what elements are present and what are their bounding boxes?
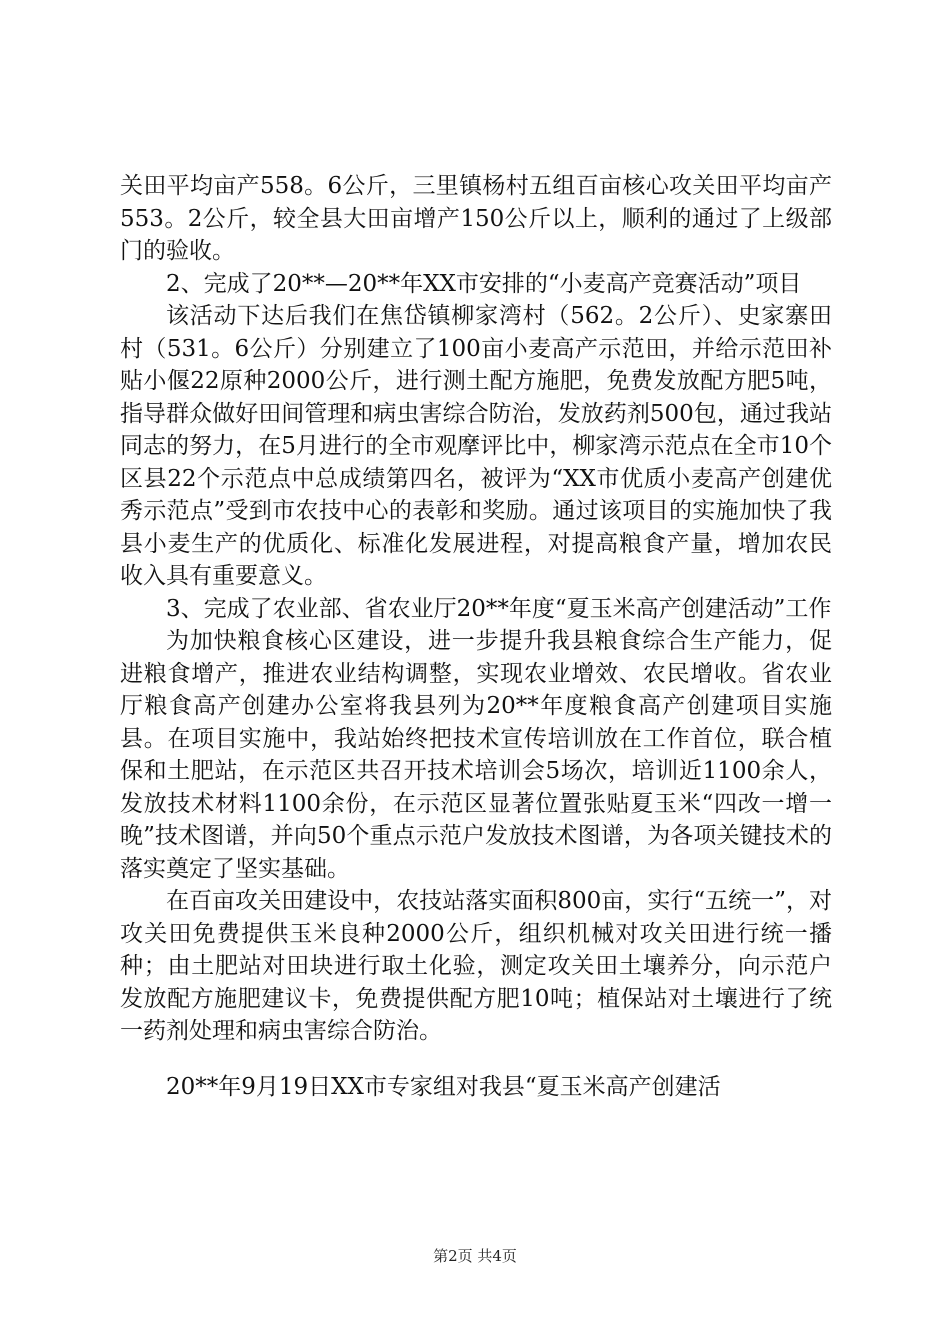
heading-item-3: 3、完成了农业部、省农业厅20**年度“夏玉米高产创建活动”工作 [166, 595, 832, 622]
heading-item-2: 2、完成了20**—20**年XX市安排的“小麦高产竞赛活动”项目 [166, 270, 802, 297]
paragraph-corn-training: 为加快粮食核心区建设，进一步提升我县粮食综合生产能力，促进粮食增产，推进农业结构调整，实现农业增效、农民增收。省农业厅粮食高产创建办公室将我县列为20**年度粮食高产创建项目实施县。在项目实施中，我站始终把技术宣传培训放在工作首位，联合植保和土肥站，在示范区共召开技术培训会5场次，培训近1100余人，发放技术材料1100余份，在示范区显著位置张贴夏玉米“四改一增一晚”技术图谱，并向50个重点示范户发放技术图谱，为各项关键技术的落实奠定了坚实基础。 [120, 628, 832, 882]
paragraph-demo-field: 在百亩攻关田建设中，农技站落实面积800亩，实行“五统一”，对攻关田免费提供玉米良种2000公斤，组织机械对攻关田进行统一播种；由土肥站对田块进行取土化验，测定攻关田土壤养分，向示范户发放配方施肥建议卡，免费提供配方肥10吨；植保站对土壤进行了统一药剂处理和病虫害综合防治。 [120, 888, 832, 1044]
paragraph-expert-review: 20**年9月19日XX市专家组对我县“夏玉米高产创建活 [166, 1073, 721, 1100]
paragraph-wheat-project: 该活动下达后我们在焦岱镇柳家湾村（562。2公斤）、史家寨田村（531。6公斤）分别建立了100亩小麦高产示范田，并给示范田补贴小偃22原种2000公斤，进行测土配方施肥，免费发放配方肥5吨，指导群众做好田间管理和病虫害综合防治，发放药剂500包，通过我站同志的努力，在5月进行的全市观摩评比中，柳家湾示范点在全市10个区县22个示范点中总成绩第四名，被评为“XX市优质小麦高产创建优秀示范点”受到市农技中心的表彰和奖励。通过该项目的实施加快了我县小麦生产的优质化、标准化发展进程，对提高粮食产量，增加农民收入具有重要意义。 [120, 303, 832, 589]
paragraph-continuation: 关田平均亩产558。6公斤，三里镇杨村五组百亩核心攻关田平均亩产553。2公斤，较全县大田亩增产150公斤以上，顺利的通过了上级部门的验收。 [120, 173, 832, 264]
document-body [120, 170, 832, 1103]
page-number-footer: 第2页 共4页 [433, 1247, 517, 1265]
